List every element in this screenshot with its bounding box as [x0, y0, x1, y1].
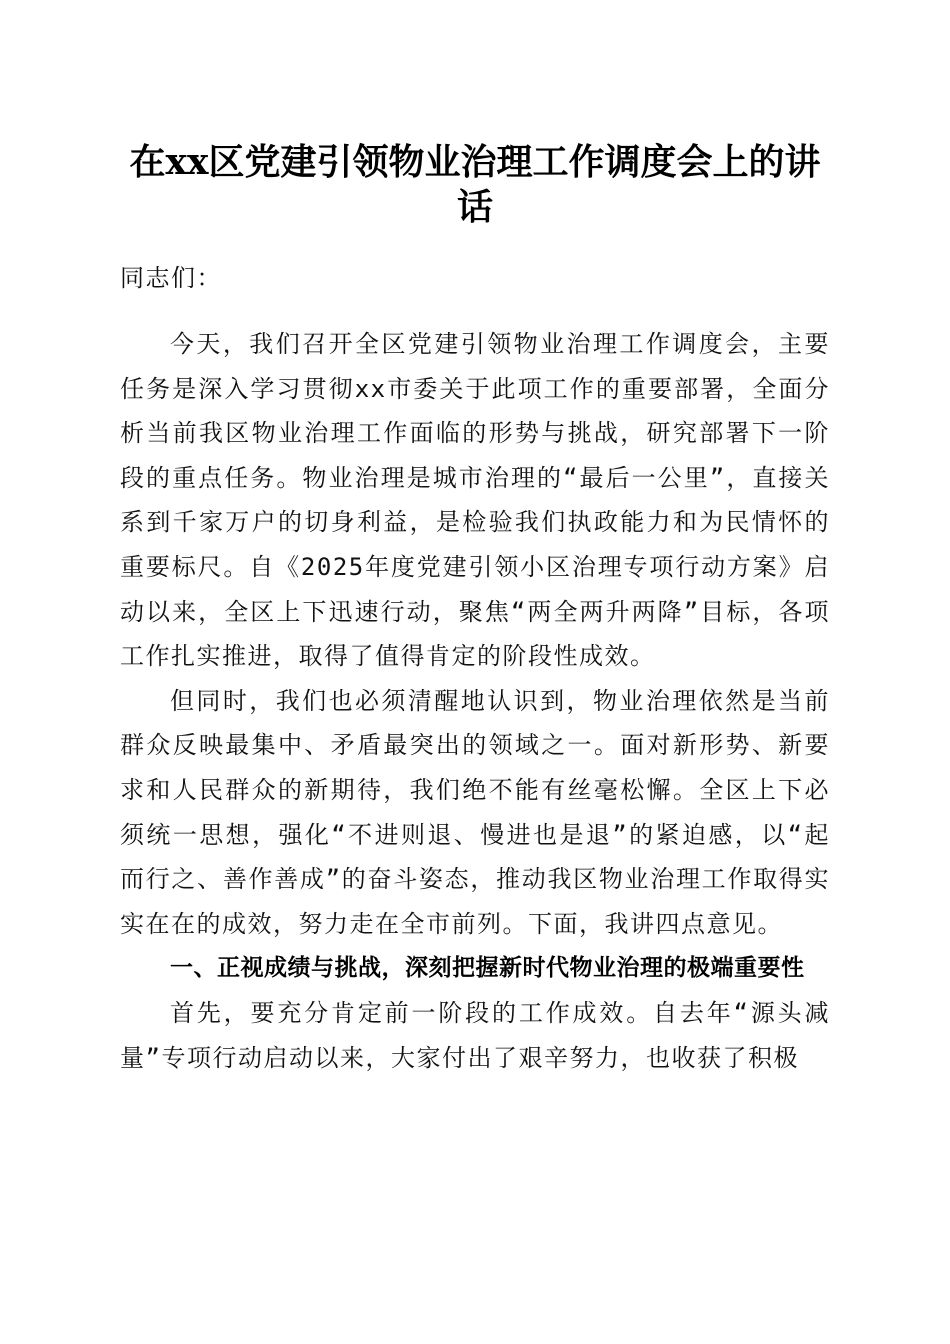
document-title-line-2: 话	[456, 186, 493, 228]
paragraph-awareness: 但同时，我们也必须清醒地认识到，物业治理依然是当前群众反映最集中、矛盾最突出的领域之一。面对新形势、新要求和人民群众的新期待，我们绝不能有丝毫松懈。全区上下必须统一思想，强化“不进则退、慢进也是退”的紧迫感，以“起而行之、善作善成”的奋斗姿态，推动我区物业治理工作取得实实在在的成效，努力走在全市前列。下面，我讲四点意见。	[120, 686, 830, 938]
section-heading-1: 一、正视成绩与挑战，深刻把握新时代物业治理的极端重要性	[170, 955, 805, 982]
paragraph-achievements: 首先，要充分肯定前一阶段的工作成效。自去年“源头减量”专项行动启动以来，大家付出了艰辛努力，也收获了积极	[120, 998, 830, 1072]
paragraph-opening: 今天，我们召开全区党建引领物业治理工作调度会，主要任务是深入学习贯彻xx市委关于此项工作的重要部署，全面分析当前我区物业治理工作面临的形势与挑战，研究部署下一阶段的重点任务。物业治理是城市治理的“最后一公里”，直接关系到千家万户的切身利益，是检验我们执政能力和为民情怀的重要标尺。自《2025年度党建引领小区治理专项行动方案》启动以来，全区上下迅速行动，聚焦“两全两升两降”目标，各项工作扎实推进，取得了值得肯定的阶段性成效。	[120, 330, 830, 671]
document-title-line-1: 在xx区党建引领物业治理工作调度会上的讲	[129, 141, 821, 183]
document-body	[120, 322, 830, 1080]
salutation: 同志们：	[120, 264, 222, 292]
